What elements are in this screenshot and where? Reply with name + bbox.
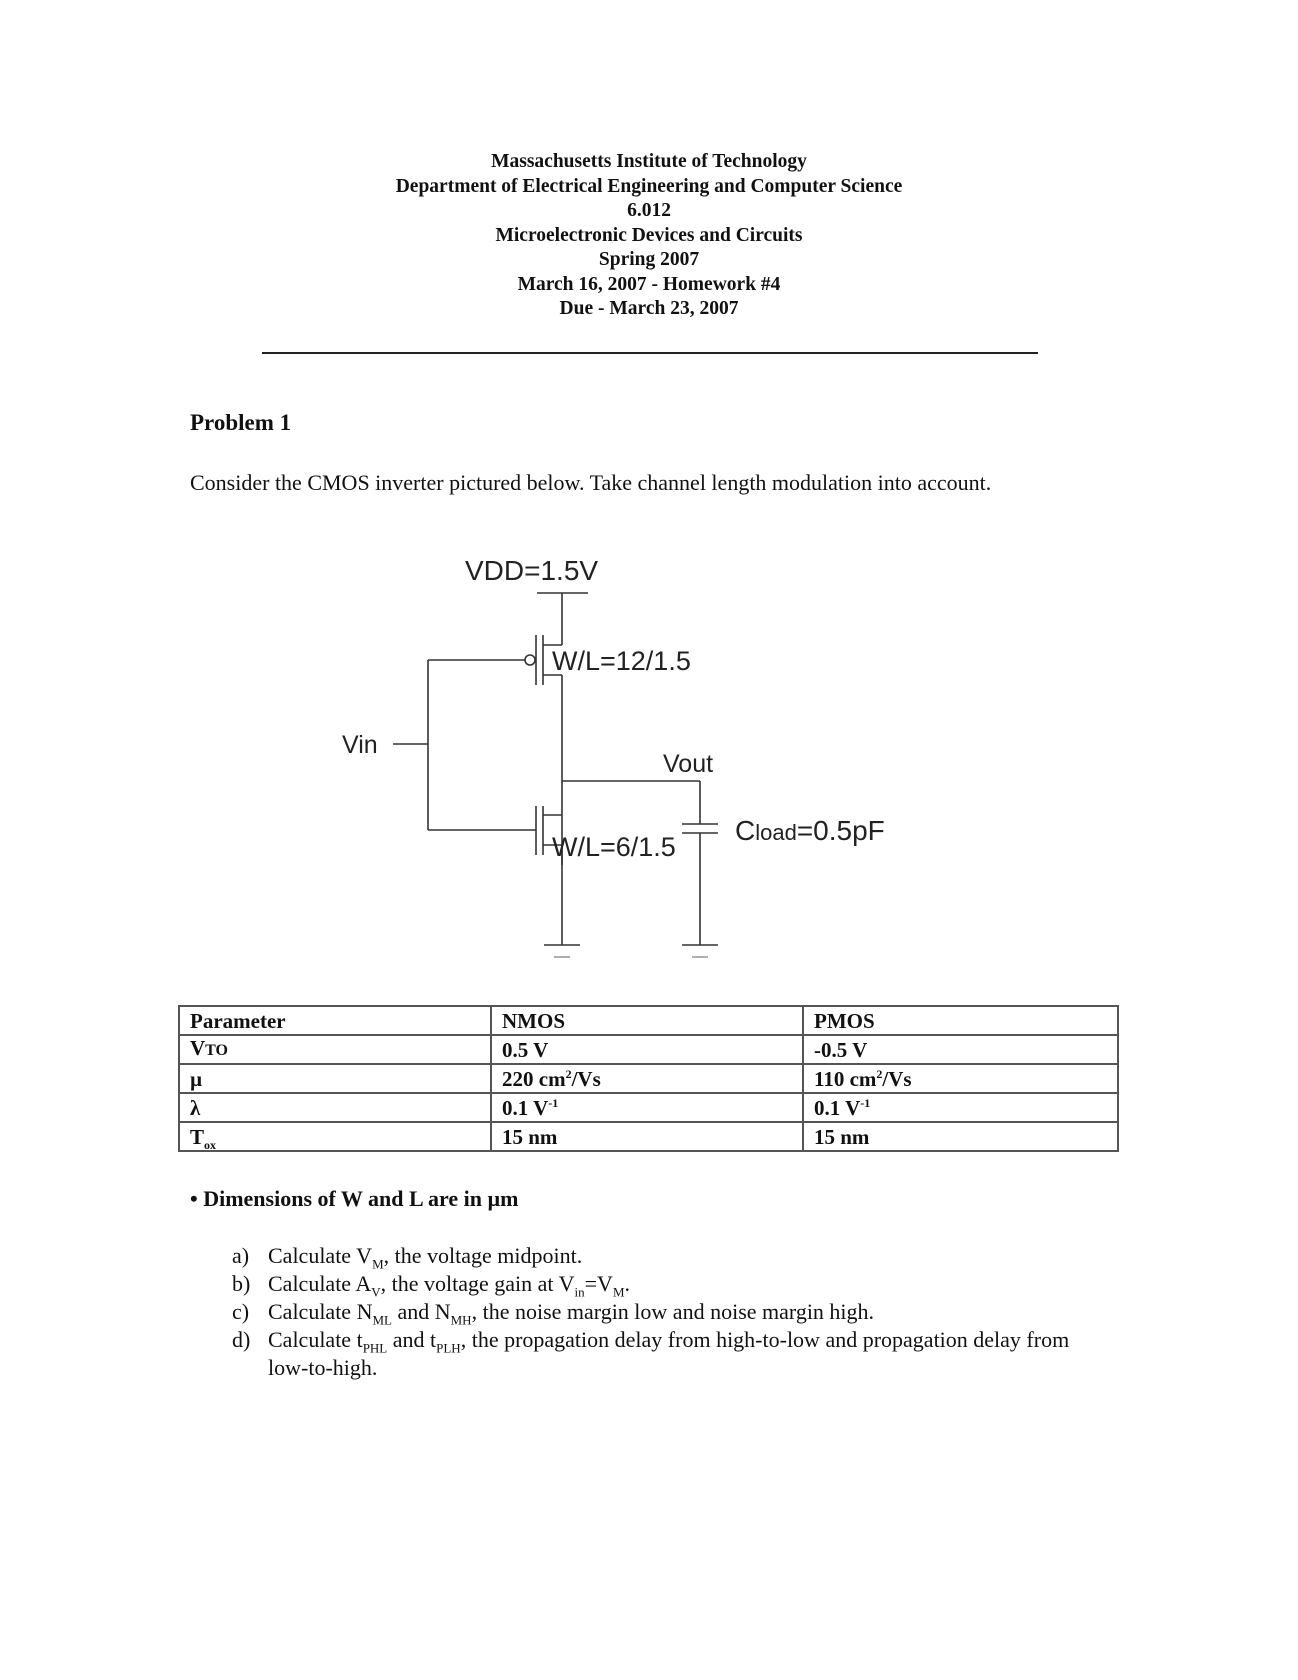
table-row (179, 1035, 1118, 1064)
nmos-cell: 15 nm (491, 1122, 803, 1151)
cmos-inverter-diagram (340, 550, 980, 980)
list-item: a) Calculate $V_M$, the voltage midpoint. (232, 1243, 583, 1272)
param-cell: λ (179, 1093, 491, 1122)
pmos-cell: 0.1 $V^{-1}$ (803, 1093, 1118, 1122)
param-cell: µ (179, 1064, 491, 1093)
problem-title: Problem 1 (190, 410, 292, 435)
parameter-table (178, 1005, 1119, 1152)
list-item: c) Calculate $N_{ML}$ and $N_{MH}$, the noise margin low and noise margin high. (232, 1299, 875, 1328)
units-note: • Dimensions of W and L are in µm (190, 1186, 519, 1211)
pmos-size-label: W/L=12/1.5 (552, 646, 691, 676)
cload-subscript: load (755, 820, 797, 845)
pmos-cell: 15 nm (803, 1122, 1118, 1151)
header-pmos: PMOS (803, 1006, 1118, 1035)
cload-name: C (735, 815, 756, 846)
param-cell: $T_{ox}$ (179, 1122, 491, 1151)
header-divider (262, 352, 1038, 354)
term: Spring 2007 (598, 249, 700, 270)
vout-label: Vout (663, 750, 714, 778)
pmos-cell: 110 $cm^2/Vs$ (803, 1064, 1118, 1093)
department: Department of Electrical Engineering and Computer Science (395, 175, 903, 197)
header-parameter: Parameter (179, 1006, 491, 1035)
nmos-cell: 0.5 V (491, 1035, 803, 1064)
institution: Massachusetts Institute of Technology (491, 151, 807, 172)
list-item: b) Calculate $A_V$, the voltage gain at $V_{in}=V_M$. (232, 1271, 630, 1300)
nmos-cell: 0.1 $V^{-1}$ (491, 1093, 803, 1122)
assigned-date: March 16, 2007 - Homework #4 (517, 273, 781, 295)
vdd-label: VDD=1.5V (465, 555, 599, 586)
param-cell: VTO (179, 1035, 491, 1064)
list-item: d) Calculate $t_{PHL}$ and $t_{PLH}$, the propagation delay from high-to-low and propagation delay from low-to-high. (232, 1327, 1070, 1380)
table-row (179, 1064, 1118, 1093)
problem-intro: Consider the CMOS inverter pictured below. Take channel length modulation into account. (190, 470, 992, 495)
course-number: 6.012 (627, 200, 671, 221)
due-date: Due - March 23, 2007 (559, 298, 739, 319)
task-list (232, 1242, 1112, 1382)
course-name: Microelectronic Devices and Circuits (495, 224, 803, 246)
nmos-size-label: W/L=6/1.5 (552, 832, 676, 862)
pmos-cell: -0.5 V (803, 1035, 1118, 1064)
table-row (179, 1093, 1118, 1122)
table-row (179, 1122, 1118, 1151)
table-header-row (179, 1006, 1118, 1035)
pmos-gate-bubble (525, 655, 535, 665)
header-nmos: NMOS (491, 1006, 803, 1035)
vin-label: Vin (342, 731, 378, 759)
nmos-cell: 220 $cm^2/Vs$ (491, 1064, 803, 1093)
document-header (0, 150, 1298, 322)
cload-value: =0.5pF (796, 815, 885, 846)
cload-label (735, 815, 885, 846)
